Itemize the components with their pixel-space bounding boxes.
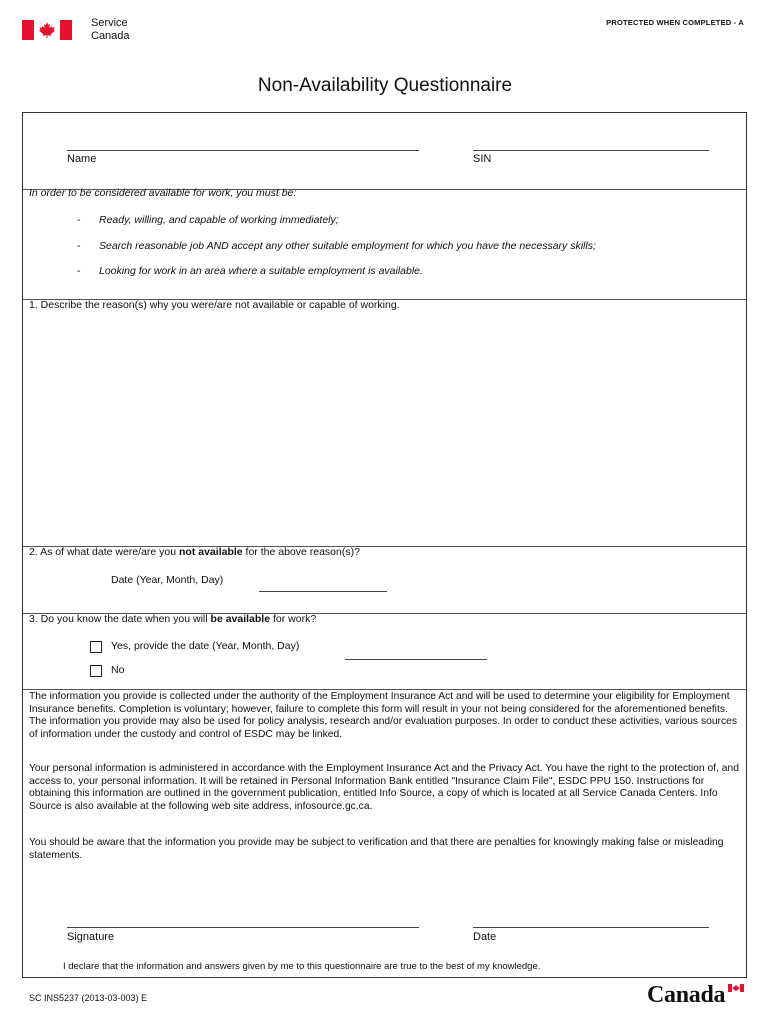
protected-label: PROTECTED WHEN COMPLETED - A — [606, 18, 744, 27]
question-2-suffix: for the above reason(s)? — [242, 546, 360, 558]
condition-text: Looking for work in an area where a suitable employment is available. — [99, 265, 423, 277]
identity-section — [23, 113, 746, 190]
question-1-text: 1. Describe the reason(s) why you were/are not available or capable of working. — [29, 299, 400, 311]
yes-label: Yes, provide the date (Year, Month, Day) — [111, 640, 300, 652]
condition-item — [77, 214, 339, 226]
condition-text: Ready, willing, and capable of working immediately; — [99, 214, 339, 226]
condition-dash: - — [77, 214, 81, 226]
unavailable-date-label: Date (Year, Month, Day) — [111, 574, 224, 586]
canada-wordmark: Canada — [647, 982, 726, 1008]
question-2-prefix: 2. As of what date were/are you — [29, 546, 180, 558]
condition-text: Search reasonable job AND accept any other suitable employment for which you have the necessary skills; — [99, 240, 596, 252]
privacy-paragraph-2: Your personal information is administered in accordance with the Employment Insurance Act and the Privacy Act. You have the right to the protection of, and access to, your personal information. It will be retained in Personal Information Bank entitled "Insurance Claim File", ESDC PPU 150. Instructions for obtaining this information are outlined in the government publication, entitled Info Source, a copy of which is located at all Service Canada Centers. Info Source is also available at the following web site address, infosource.gc.ca. — [29, 763, 739, 812]
privacy-paragraph-1: The information you provide is collected under the authority of the Employment Insurance Act and will be used to determine your eligibility for Employment Insurance benefits. Completion is voluntary; however, failure to complete this form will result in your not being considered for the aforementioned benefits. The information you provide may also be used for policy analysis, research and/or evaluation purposes. In order to conduct these activities, various sources of information under the custody and control of ESDC may be linked. — [29, 691, 737, 740]
no-checkbox[interactable] — [90, 665, 102, 677]
availability-conditions — [23, 189, 746, 300]
wordmark-flag-icon — [728, 984, 744, 992]
privacy-notice-section — [23, 689, 746, 977]
question-3-section — [23, 613, 746, 690]
question-2-section — [23, 546, 746, 614]
signature-label: Signature — [67, 931, 115, 943]
question-3-emphasis: be available — [210, 613, 271, 625]
department-line-1: Service — [91, 17, 128, 29]
question-2-emphasis: not available — [179, 546, 243, 558]
available-date-field[interactable] — [345, 659, 487, 660]
page-title: Non-Availability Questionnaire — [257, 75, 513, 96]
question-3-text — [29, 613, 316, 625]
sin-field[interactable] — [473, 150, 709, 151]
conditions-heading: In order to be considered available for work, you must be: — [29, 187, 297, 199]
condition-dash: - — [77, 265, 81, 277]
unavailable-date-field[interactable] — [259, 591, 387, 592]
condition-item — [77, 265, 423, 277]
form-code: SC INS5237 (2013-03-003) E — [29, 993, 148, 1003]
name-field[interactable] — [67, 150, 419, 151]
signature-date-label: Date — [473, 931, 497, 943]
question-1-section[interactable] — [23, 299, 746, 547]
questionnaire-form — [22, 112, 747, 978]
condition-item — [77, 240, 596, 252]
signature-field[interactable] — [67, 927, 419, 928]
no-label: No — [111, 664, 125, 676]
signature-date-field[interactable] — [473, 927, 709, 928]
declaration-text: I declare that the information and answers given by me to this questionnaire are true to the best of my knowledge. — [63, 961, 541, 972]
name-label: Name — [67, 153, 97, 165]
canada-flag-icon — [22, 20, 72, 40]
question-3-prefix: 3. Do you know the date when you will — [29, 613, 211, 625]
department-name — [91, 17, 130, 43]
question-2-text — [29, 546, 360, 558]
sin-label: SIN — [473, 153, 492, 165]
verification-warning: You should be aware that the information you provide may be subject to verification and that there are penalties for knowingly making false or misleading statements. — [29, 837, 724, 861]
department-line-2: Canada — [91, 30, 130, 42]
question-3-suffix: for work? — [270, 613, 317, 625]
condition-dash: - — [77, 240, 81, 252]
yes-checkbox[interactable] — [90, 641, 102, 653]
